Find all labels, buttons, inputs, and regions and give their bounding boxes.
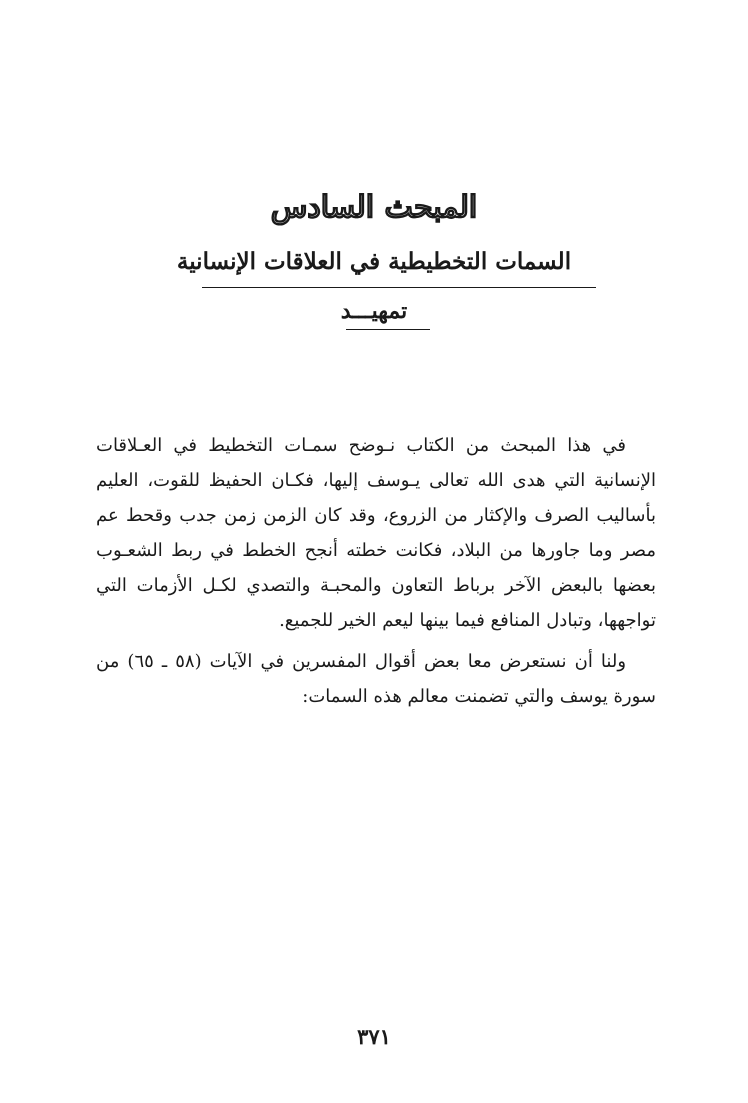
title-divider: [202, 287, 596, 288]
paragraph-intro: في هذا المبحث من الكتاب نـوضح سمـات التخطيط في العـلاقات الإنسانية التي هدى الله تعالى يـوسف إليها، فكـان الحفيظ للقوت، العليم بأساليب الصرف والإكثار من الزروع، وقد كان الزمن زمن جدب وقحط عم مصر وما جاورها من البلاد، فكانت خطته أنجح الخطط في ربط الشعـوب بعضها بالبعض الآخر برباط التعاون والمحبـة والتصدي لكـل الأزمات التي تواجهها، وتبادل المنافع فيما بينها ليعم الخير للجميع.: [96, 435, 656, 631]
intro-underline: [346, 329, 430, 330]
body-text: [96, 428, 656, 714]
section-number-heading: المبحث السادس: [270, 190, 478, 225]
section-title: السمات التخطيطية في العلاقات الإنسانية: [176, 248, 572, 275]
page-number: ٣٧١: [357, 1024, 391, 1049]
intro-heading: تمهيـــد: [340, 298, 408, 324]
paragraph-verses: ولنا أن نستعرض معا بعض أقوال المفسرين في الآيات (٥٨ ـ ٦٥) من سورة يوسف والتي تضمنت معالم هذه السمات:: [96, 651, 656, 707]
